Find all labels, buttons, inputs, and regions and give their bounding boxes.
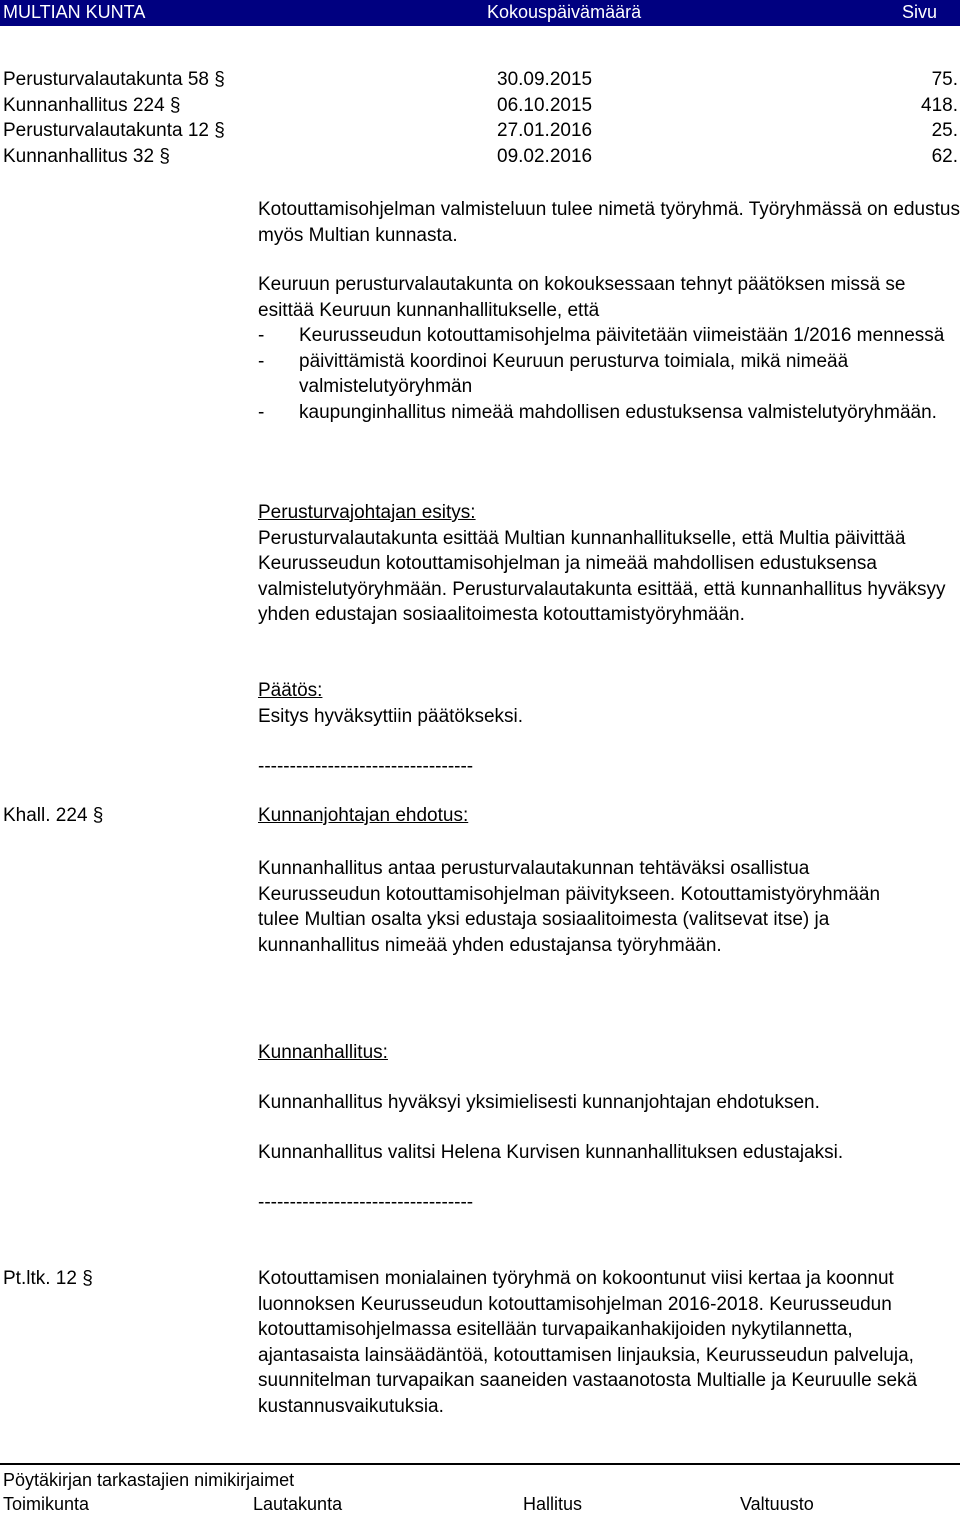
list-item: - Keurusseudun kotouttamisohjelma päivitetään viimeistään 1/2016 mennessä: [258, 325, 945, 346]
history-body: Kunnanhallitus 32 §: [3, 145, 170, 167]
paatos-heading: Päätös:: [258, 680, 323, 701]
history-date: 27.01.2016: [497, 120, 593, 141]
khall-heading: Kunnanjohtajan ehdotus:: [258, 805, 469, 826]
history-body: Perusturvalautakunta 12 §: [3, 120, 225, 141]
kh-text-1: Kunnanhallitus hyväksyi yksimielisesti kunnanjohtajan ehdotuksen.: [258, 1092, 820, 1113]
history-date: 09.02.2016: [497, 145, 593, 167]
history-page: 62.: [931, 145, 958, 167]
khall-label: Khall. 224 §: [3, 805, 104, 826]
history-body: Kunnanhallitus 224 §: [3, 94, 181, 116]
history-date: 06.10.2015: [497, 94, 593, 116]
list-item: - kaupunginhallitus nimeää mahdollisen edustuksensa valmistelutyöryhmään.: [258, 401, 937, 423]
footer-col: Toimikunta: [3, 1494, 90, 1514]
kh-heading: Kunnanhallitus:: [258, 1042, 388, 1063]
esitys-heading: Perusturvajohtajan esitys:: [258, 502, 476, 523]
list-item: - päivittämistä koordinoi Keuruun perusturva toimiala, mikä nimeää valmistelutyöryhmän: [258, 350, 849, 397]
history-page: 418.: [921, 94, 958, 116]
history-page: 25.: [931, 120, 958, 141]
esitys-text: Perusturvalautakunta esittää Multian kunnanhallitukselle, että Multia päivittää Keurusseudun kotouttamisohjelman ja nimeää mahdollisen edustuksensa valmistelutyöryhmään. Perusturvalautakunta esittää, että kunnanhallitus hyväksyy yhden edustajan sosiaalitoimesta kotouttamistyöryhmään.: [258, 527, 946, 625]
paatos-text: Esitys hyväksyttiin päätökseksi.: [258, 705, 524, 727]
keuruu-lead: Keuruun perusturvalautakunta on kokouksessaan tehnyt päätöksen missä se esittää Keuruun kunnanhallitukselle, että: [258, 274, 906, 321]
footer-col: Valtuusto: [740, 1494, 814, 1514]
history-page: 75.: [931, 69, 958, 90]
footer-title: Pöytäkirjan tarkastajien nimikirjaimet: [3, 1470, 295, 1490]
org-name: MULTIAN KUNTA: [3, 2, 146, 22]
page-column-label: Sivu: [902, 2, 938, 22]
section-separator: ----------------------------------: [258, 1192, 474, 1213]
date-column-label: Kokouspäivämäärä: [487, 2, 642, 22]
footer-col: Lautakunta: [253, 1494, 343, 1514]
history-body: Perusturvalautakunta 58 §: [3, 69, 225, 90]
page-header: [0, 0, 960, 26]
ptltk-text: Kotouttamisen monialainen työryhmä on kokoontunut viisi kertaa ja koonnut luonnoksen Keurusseudun kotouttamisohjelman 2016-2018. Keurusseudun kotouttamisohjelmassa esitellään turvapaikanhakijoiden nykytilannetta, ajantasaista lainsäädäntöä, kotouttamisen linjauksia, Keurusseudun palveluja, suunnitelman turvapaikan saaneiden vastaanotosta Multialle ja Keuruulle sekä kustannusvaikutuksia.: [258, 1268, 918, 1417]
kh-text-2: Kunnanhallitus valitsi Helena Kurvisen kunnanhallituksen edustajaksi.: [258, 1142, 844, 1163]
history-date: 30.09.2015: [497, 69, 593, 90]
history-row: [0, 118, 960, 144]
footer-col: Hallitus: [523, 1494, 583, 1514]
section-separator: ----------------------------------: [258, 756, 474, 777]
keuruu-bullet-list: [258, 323, 958, 425]
ptltk-label: Pt.ltk. 12 §: [3, 1268, 93, 1289]
history-row: [0, 144, 960, 170]
history-row: [0, 93, 960, 119]
khall-text: Kunnanhallitus antaa perusturvalautakunnan tehtäväksi osallistua Keurusseudun kotouttamisohjelman päivitykseen. Kotouttamistyöryhmään tulee Multian osalta yksi edustaja sosiaalitoimesta (valitsevat itse) ja kunnanhallitus nimeää yhden edustajansa työryhmään.: [258, 858, 881, 956]
intro-paragraph: Kotouttamisohjelman valmisteluun tulee nimetä työryhmä. Työryhmässä on edustus myös Multian kunnasta.: [258, 199, 960, 246]
footer-rule: [0, 1463, 960, 1465]
history-row: [0, 67, 960, 93]
